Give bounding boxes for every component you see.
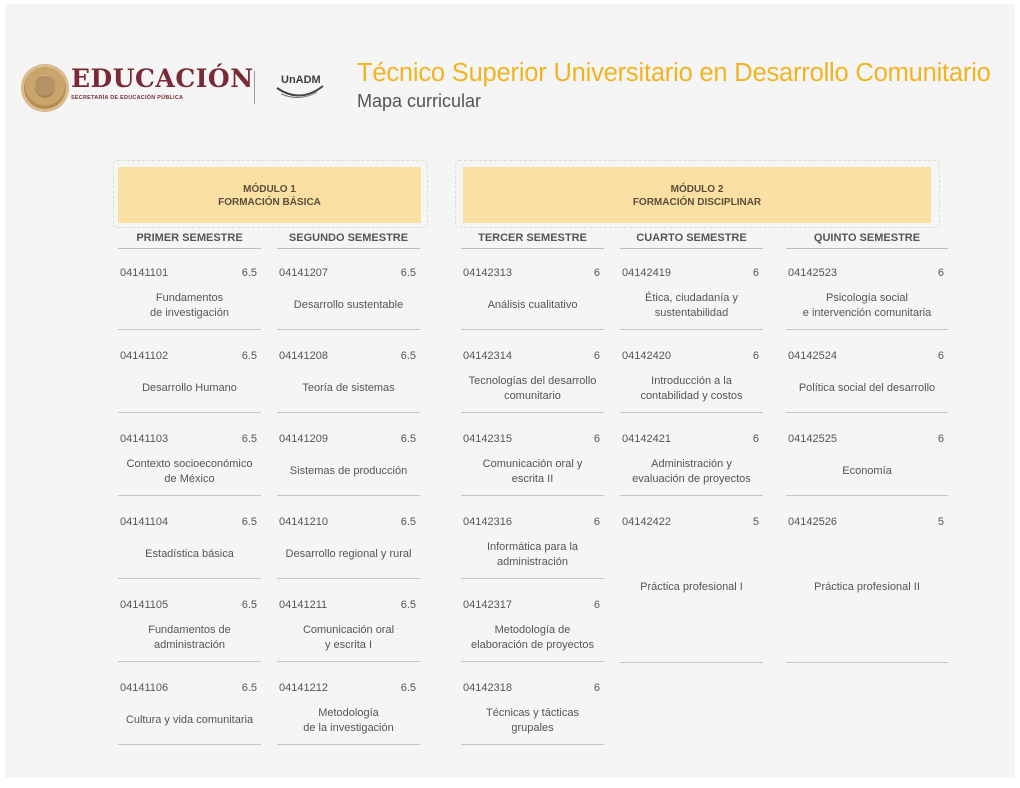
course-card (461, 682, 604, 745)
course-code: 04142316 (463, 516, 512, 528)
course-card (620, 516, 763, 663)
course-code: 04141207 (279, 267, 328, 279)
course-credits: 6 (937, 267, 944, 279)
course-card (461, 350, 604, 413)
course-name: Introducción a la contabilidad y costos (640, 375, 743, 402)
course-code: 04141209 (279, 433, 328, 445)
course-credits: 5 (937, 516, 944, 528)
course-code: 04142315 (463, 433, 512, 445)
course-code: 04141105 (120, 599, 169, 611)
course-credits: 5 (752, 516, 759, 528)
course-credits: 6.5 (241, 433, 257, 445)
course-code: 04142525 (788, 433, 837, 445)
course-code: 04142314 (463, 350, 512, 362)
course-card (277, 516, 420, 579)
semester-header: PRIMER SEMESTRE (118, 232, 261, 249)
course-card (277, 350, 420, 413)
module-2-number: MÓDULO 2 (670, 184, 724, 195)
unadm-logo (273, 72, 327, 102)
course-credits: 6 (593, 516, 600, 528)
course-name: Comunicación oral y escrita I (302, 624, 395, 651)
semester-header: SEGUNDO SEMESTRE (277, 232, 420, 249)
course-name: Análisis cualitativo (487, 299, 578, 311)
course-code: 04142523 (788, 267, 837, 279)
course-credits: 6.5 (400, 682, 416, 694)
module-1-header (118, 167, 421, 223)
course-name: Práctica profesional II (814, 581, 920, 593)
course-credits: 6 (937, 350, 944, 362)
course-name: Técnicas y tácticas grupales (486, 707, 579, 734)
course-card (786, 433, 948, 496)
mexico-seal-logo (21, 64, 69, 112)
course-code: 04142317 (463, 599, 512, 611)
course-credits: 6 (752, 267, 759, 279)
course-code: 04141210 (279, 516, 328, 528)
course-code: 04142318 (463, 682, 512, 694)
course-name: Informática para la administración (486, 541, 579, 568)
module-1-name: FORMACIÓN BÁSICA (218, 197, 321, 208)
module-2-header (463, 167, 931, 223)
course-credits: 6.5 (241, 267, 257, 279)
course-credits: 6.5 (400, 516, 416, 528)
course-card (786, 267, 948, 330)
sep-logo-subtext: SECRETARÍA DE EDUCACIÓN PÚBLICA (71, 95, 184, 101)
course-credits: 6.5 (241, 516, 257, 528)
course-credits: 6 (937, 433, 944, 445)
course-code: 04142526 (788, 516, 837, 528)
course-code: 04142419 (622, 267, 671, 279)
course-credits: 6.5 (241, 682, 257, 694)
semester-header: TERCER SEMESTRE (461, 232, 604, 249)
course-name: Fundamentos de administración (148, 624, 231, 651)
course-card (461, 516, 604, 579)
course-card (277, 267, 420, 330)
course-name: Política social del desarrollo (798, 382, 936, 394)
module-1-number: MÓDULO 1 (243, 184, 296, 195)
course-name: Desarrollo sustentable (293, 299, 404, 311)
course-name: Práctica profesional I (640, 581, 743, 593)
course-card (786, 516, 948, 663)
course-card (461, 433, 604, 496)
course-code: 04142422 (622, 516, 671, 528)
course-card (461, 267, 604, 330)
course-name: Administración y evaluación de proyectos (632, 458, 751, 485)
course-card (118, 599, 261, 662)
course-name: Psicología social e intervención comunitaria (802, 292, 932, 319)
course-card (277, 682, 420, 745)
course-code: 04141208 (279, 350, 328, 362)
course-card (620, 433, 763, 496)
page (5, 4, 1015, 778)
course-card (118, 516, 261, 579)
course-credits: 6 (593, 350, 600, 362)
course-name: Economía (842, 465, 892, 477)
course-name: Teoría de sistemas (302, 382, 395, 394)
course-name: Contexto socioeconómico de México (126, 458, 253, 485)
course-credits: 6.5 (241, 599, 257, 611)
course-code: 04141101 (120, 267, 169, 279)
course-code: 04142420 (622, 350, 671, 362)
semester-header: QUINTO SEMESTRE (786, 232, 948, 249)
course-credits: 6.5 (400, 350, 416, 362)
page-subtitle: Mapa curricular (357, 91, 482, 111)
course-code: 04141102 (120, 350, 169, 362)
course-code: 04142421 (622, 433, 671, 445)
course-card (118, 267, 261, 330)
course-code: 04141104 (120, 516, 169, 528)
course-card (118, 682, 261, 745)
course-card (620, 350, 763, 413)
semester-header: CUARTO SEMESTRE (620, 232, 763, 249)
logo-divider (254, 71, 255, 104)
course-card (461, 599, 604, 662)
course-name: Desarrollo regional y rural (285, 548, 412, 560)
course-name: Desarrollo Humano (142, 382, 237, 394)
course-name: Metodología de elaboración de proyectos (471, 624, 594, 651)
course-credits: 6 (752, 433, 759, 445)
course-code: 04142524 (788, 350, 837, 362)
course-card (620, 267, 763, 330)
course-name: Fundamentos de investigación (150, 292, 229, 319)
course-name: Tecnologías del desarrollo comunitario (468, 375, 597, 402)
page-title: Técnico Superior Universitario en Desarrollo Comunitario (357, 59, 991, 87)
course-name: Ética, ciudadanía y sustentabilidad (645, 292, 738, 319)
course-card (277, 599, 420, 662)
course-credits: 6.5 (241, 350, 257, 362)
course-code: 04141211 (279, 599, 328, 611)
course-name: Estadística básica (145, 548, 234, 560)
course-credits: 6 (752, 350, 759, 362)
course-credits: 6 (593, 599, 600, 611)
course-card (277, 433, 420, 496)
course-card (118, 350, 261, 413)
educacion-logo-text: EDUCACIÓN (71, 64, 254, 93)
course-name: Metodología de la investigación (303, 707, 394, 734)
unadm-logo-text: UnADM (281, 74, 321, 86)
course-name: Sistemas de producción (289, 465, 408, 477)
module-2-name: FORMACIÓN DISCIPLINAR (632, 197, 762, 208)
course-code: 04142313 (463, 267, 512, 279)
course-credits: 6.5 (400, 599, 416, 611)
course-code: 04141103 (120, 433, 169, 445)
course-name: Comunicación oral y escrita II (482, 458, 583, 485)
course-credits: 6.5 (400, 267, 416, 279)
course-credits: 6 (593, 682, 600, 694)
course-card (786, 350, 948, 413)
course-code: 04141212 (279, 682, 328, 694)
course-card (118, 433, 261, 496)
course-credits: 6 (593, 267, 600, 279)
course-code: 04141106 (120, 682, 169, 694)
course-credits: 6.5 (400, 433, 416, 445)
course-name: Cultura y vida comunitaria (125, 714, 254, 726)
course-credits: 6 (593, 433, 600, 445)
